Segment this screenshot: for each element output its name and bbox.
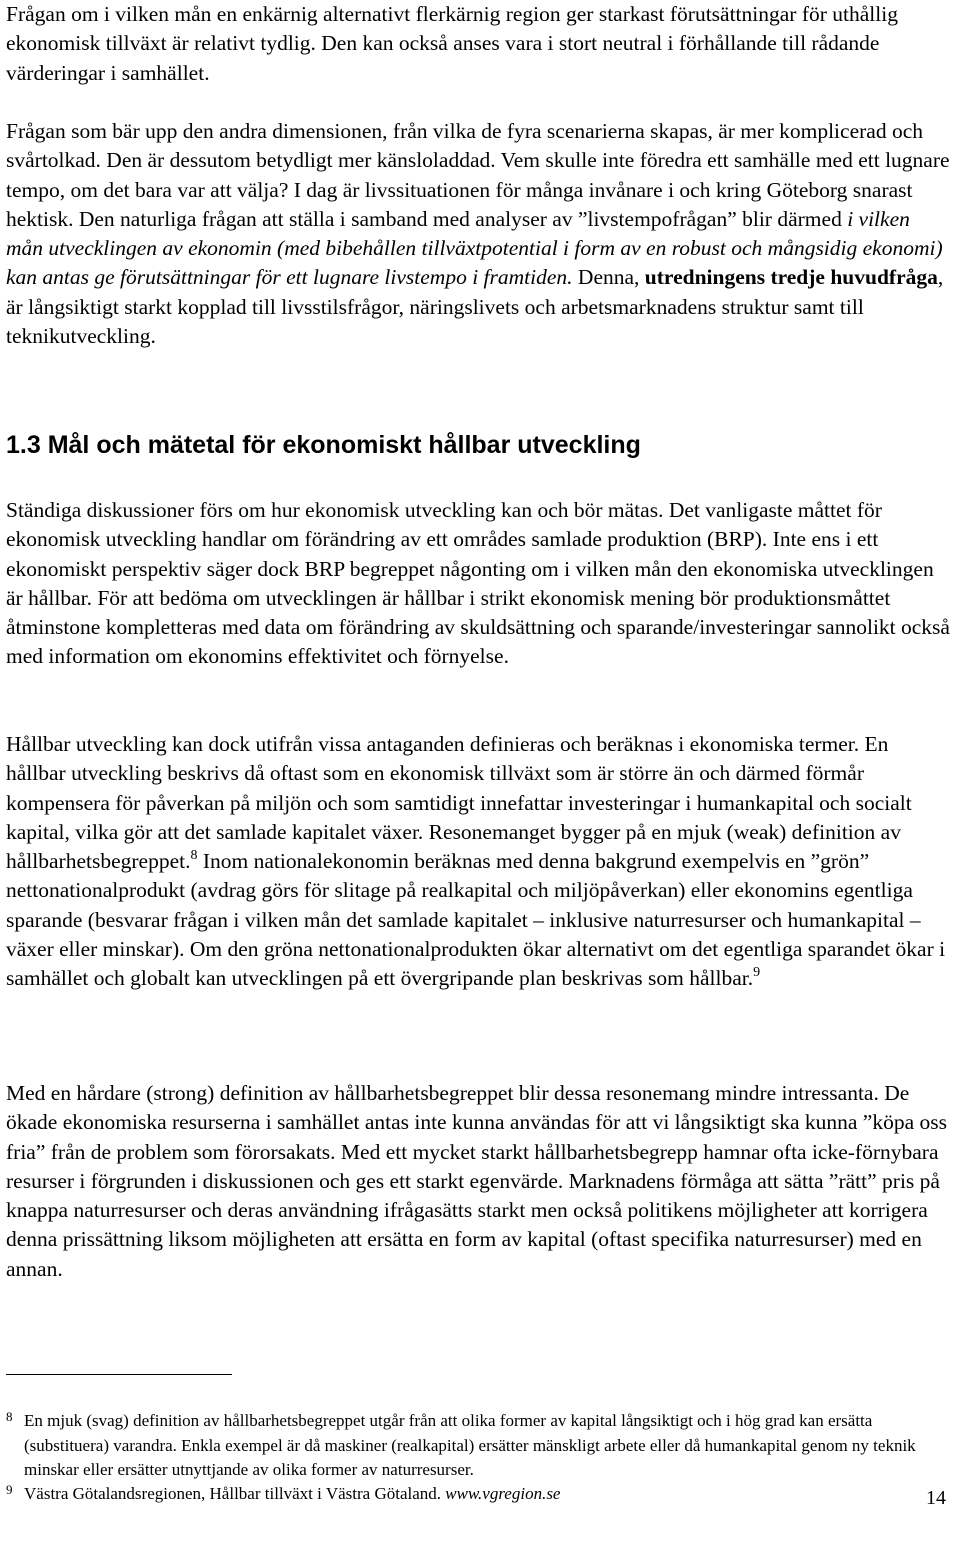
paragraph-4-text-1: Hållbar utveckling kan dock utifrån vissa antaganden definieras och beräknas i ekonomiska termer. En hållbar utveckling beskrivs då oftast som en ekonomisk tillväxt som är större än och därmed förmår kompensera för påverkan på miljön och som samtidigt innefattar investeringar i humankapital och socialt kapital, vilka gör att det samlade kapitalet växer. Resonemanget bygger på en mjuk (weak) definition av hållbarhetsbegreppet. bbox=[6, 732, 912, 874]
footnote-divider bbox=[6, 1374, 232, 1375]
footnote-source: Västra Götalandsregionen, Hållbar tillväxt i Västra Götaland. bbox=[24, 1484, 442, 1503]
paragraph-4-text-2: Inom nationalekonomin beräknas med denna bakgrund exempelvis en ”grön” nettonationalprodukt (avdrag görs för slitage på realkapital och miljöpåverkan) eller ekonomins egentliga sparande (besvarar frågan i vilken mån det samlade kapitalet – inklusive naturresurser och humankapital – växer eller minskar). Om den gröna nettonationalprodukten ökar alternativt om det egentliga sparandet ökar i samhället och globalt kan utvecklingen på ett övergripande plan beskrivas som hållbar. bbox=[6, 849, 946, 991]
footnote-number: 8 bbox=[6, 1409, 13, 1424]
paragraph-3: Ständiga diskussioner förs om hur ekonomisk utveckling kan och bör mätas. Det vanligaste måttet för ekonomisk utveckling handlar om förändring av ett områdes samlade produktion (BRP). Inte ens i ett ekonomiskt perspektiv säger dock BRP begreppet någonting om i vilken mån den ekonomiska utvecklingen är hållbar. För att bedöma om utvecklingen är hållbar i strikt ekonomisk mening bör produktionsmåttet åtminstone kompletteras med data om förändring av skuldsättning och sparande/investeringar sannolikt också med information om ekonomins effektivitet och förnyelse. bbox=[6, 498, 950, 669]
section-heading: 1.3 Mål och mätetal för ekonomiskt hållbar utveckling bbox=[6, 431, 641, 459]
paragraph-5: Med en hårdare (strong) definition av hållbarhetsbegreppet blir dessa resonemang mindre intressanta. De ökade ekonomiska resurserna i samhället antas inte kunna användas för att vi långsiktigt ska kunna ”köpa oss fria” från de problem som förorsakats. Med ett mycket starkt hållbarhetsbegrepp hamnar ofta icke-förnybara resurser i förgrunden i diskussionen och ges ett starkt egenvärde. Marknadens förmåga att sätta ”rätt” pris på knappa naturresurser och deras användning ifrågasätts starkt men också politikens möjligheter att korrigera denna prissättning liksom möjligheten att ersätta en form av kapital (oftast specifika naturresurser) med en annan. bbox=[6, 1081, 947, 1281]
footnote-8 bbox=[6, 1409, 952, 1483]
paragraph-4 bbox=[6, 730, 952, 994]
paragraph-2 bbox=[6, 117, 952, 351]
footnote-number: 9 bbox=[6, 1482, 13, 1497]
paragraph-2-italic: i vilken mån utvecklingen av ekonomin (med bibehållen tillväxtpotential i form av en robust och mångsidig ekonomi) kan antas ge förutsättningar för ett lugnare livstempo i framtiden. bbox=[6, 206, 943, 290]
footnote-text: En mjuk (svag) definition av hållbarhetsbegreppet utgår från att olika former av kapital långsiktigt och i hög grad kan ersätta (substituera) varandra. Enkla exempel är då maskiner (realkapital) ersätter mänskligt arbete eller då humankapital genom ny teknik minskar eller ersätter utnyttjande av olika former av naturresurser. bbox=[24, 1411, 916, 1479]
page-number: 14 bbox=[926, 1487, 946, 1509]
footnote-ref-9[interactable]: 9 bbox=[753, 965, 761, 981]
footnote-9 bbox=[6, 1482, 952, 1507]
footnote-link[interactable]: www.vgregion.se bbox=[445, 1484, 561, 1503]
paragraph-2-text-2: Denna, bbox=[572, 265, 645, 290]
paragraph-2-text-1: Frågan som bär upp den andra dimensionen, från vilka de fyra scenarierna skapas, är mer komplicerad och svårtolkad. Den är dessutom betydligt mer känsloladdad. Vem skulle inte föredra ett samhälle med ett lugnare tempo, om det bara var att välja? I dag är livssituationen för många invånare i och kring Göteborg snarast hektisk. Den naturliga frågan att ställa i samband med analyser av ”livstempofrågan” blir därmed bbox=[6, 119, 950, 231]
footnote-text bbox=[24, 1482, 952, 1507]
footnote-ref-8[interactable]: 8 bbox=[190, 848, 198, 864]
paragraph-1: Frågan om i vilken mån en enkärnig alternativt flerkärnig region ger starkast förutsättningar för uthållig ekonomisk tillväxt är relativt tydlig. Den kan också anses vara i stort neutral i förhållande till rådande värderingar i samhället. bbox=[6, 2, 898, 85]
paragraph-2-bold: utredningens tredje huvudfråga bbox=[644, 265, 938, 290]
paragraph-2-text-3: , är långsiktigt starkt kopplad till livsstilsfrågor, näringslivets och arbetsmarknadens struktur samt till teknikutveckling. bbox=[6, 265, 944, 349]
